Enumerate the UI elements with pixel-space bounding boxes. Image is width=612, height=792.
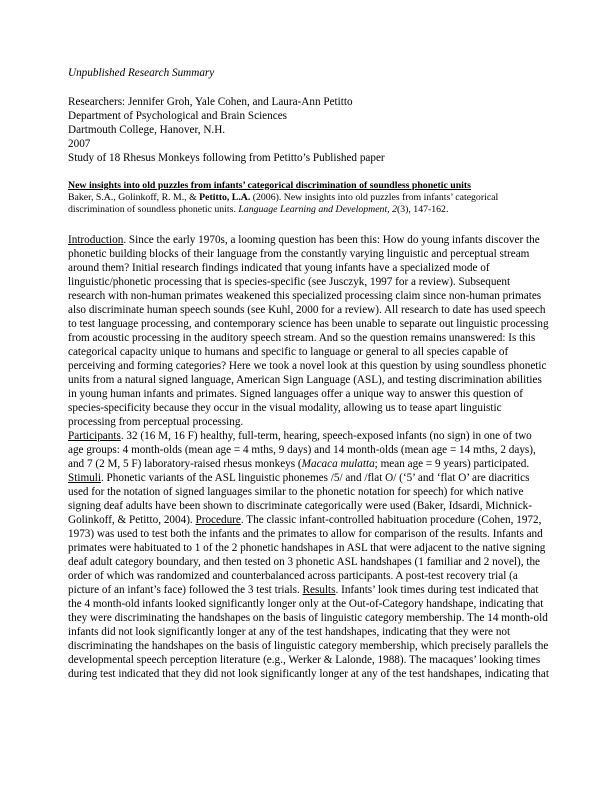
text-segment: Results	[302, 584, 336, 596]
text-segment: (3), 147-162.	[396, 204, 449, 215]
text-segment: Stimuli	[68, 472, 101, 484]
header-line-institution: Dartmouth College, Hanover, N.H.	[68, 124, 226, 136]
text-segment: Procedure	[195, 514, 241, 526]
text-segment: Petitto, L.A.	[199, 192, 251, 203]
text-segment: Language Learning and Development, 2	[238, 204, 397, 215]
paragraph-methods-results	[68, 429, 550, 681]
citation-reference	[68, 192, 550, 216]
body-text	[68, 233, 550, 681]
text-segment: . Infants’ look times during test indicated that the 4 month-old infants looked significantly longer only at the Out-of-Category handshape, indicating that they were discriminating the handshapes on the basis of linguistic category membership. The 14 month-old infants did not look significantly longer at any of the test handshapes, indicating that they were not discriminating the handshapes on the basis of linguistic category membership, which precisely parallels the developmental speech perception literature (e.g., Werker & Lalonde, 1988). The macaques’ looking times during test indicated that they did not look significantly longer at any of the test handshapes, indicating that	[68, 584, 549, 680]
text-segment: . 32 (16 M, 16 F) healthy, full-term, hearing, speech-exposed infants (no sign) in one of two age groups: 4 month-olds (mean age = 4 mths, 9 days) and 14 month-olds (mean age = 14 mths, 2 days), and 7 (2 M, 5 F) laboratory-raised rhesus monkeys (	[68, 430, 536, 470]
paragraph-introduction	[68, 233, 550, 429]
document-type-label: Unpublished Research Summary	[68, 67, 215, 79]
text-segment: Macaca mulatta	[301, 458, 375, 470]
text-segment: . Phonetic variants of the ASL linguistic phonemes /5/ and /flat O/ (‘5’ and ‘flat O’ are diacritics used for the notation of signed languages similar to the phonetic notation for speech) for which native signing deaf adults have been shown to discriminate categorically were used (Baker, Idsardi, Michnick-Golinkoff, & Petitto, 2004).	[68, 472, 532, 526]
text-segment: ; mean age = 9 years) participated.	[374, 458, 530, 470]
text-segment: Participants	[68, 430, 121, 442]
header-line-study-description: Study of 18 Rhesus Monkeys following from Petitto’s Published paper	[68, 152, 385, 164]
header-block	[68, 95, 550, 165]
citation-title: New insights into old puzzles from infants’ categorical discrimination of soundless phonetic units	[68, 180, 471, 191]
text-segment: (2006). New insights into old puzzles from infants’ categorical discrimination of soundless phonetic units.	[68, 192, 499, 215]
header-line-researchers: Researchers: Jennifer Groh, Yale Cohen, and Laura-Ann Petitto	[68, 96, 353, 108]
citation-block	[68, 180, 550, 216]
text-segment: Baker, S.A., Golinkoff, R. M., &	[68, 192, 200, 203]
text-segment: Introduction	[68, 234, 124, 246]
text-segment: . Since the early 1970s, a looming question has been this: How do young infants discover the phonetic building blocks of their language from the constantly varying linguistic and perceptual stream around them? Initial research findings indicated that young infants have a specialized mode of linguistic/phonetic processing that is species-specific (see Jusczyk, 1997 for a review). Subsequent research with non-human primates weakened this specialized processing claim since non-human primates also discriminate human speech sounds (see Kuhl, 2000 for a review). All research to date has used speech to test language processing, and contemporary science has been unable to separate out linguistic processing from acoustic processing in the auditory speech stream. And so the question remains unanswered: Is this categorical capacity unique to humans and specific to language or general to all species capable of perceiving and forming categories? Here we took a novel look at this question by using soundless phonetic units from a natural signed language, American Sign Language (ASL), and testing discrimination abilities in young human infants and primates. Signed languages offer a unique way to answer this question of species-specificity because they occur in the visual modality, allowing us to tease apart linguistic processing from perceptual processing.	[68, 234, 549, 428]
text-segment: . The classic infant-controlled habituation procedure (Cohen, 1972, 1973) was used to test both the infants and the primates to allow for comparison of the results. Infants and primates were habituated to 1 of the 2 phonetic handshapes in ASL that were adjacent to the native signing deaf adult category boundary, and then tested on 3 phonetic ASL handshapes (1 familiar and 2 novel), the order of which was randomized and counterbalanced across participants. A post-test recovery trial (a picture of an infant’s face) followed the 3 test trials.	[68, 514, 546, 596]
header-line-department: Department of Psychological and Brain Sciences	[68, 110, 288, 122]
header-line-year: 2007	[68, 138, 91, 150]
